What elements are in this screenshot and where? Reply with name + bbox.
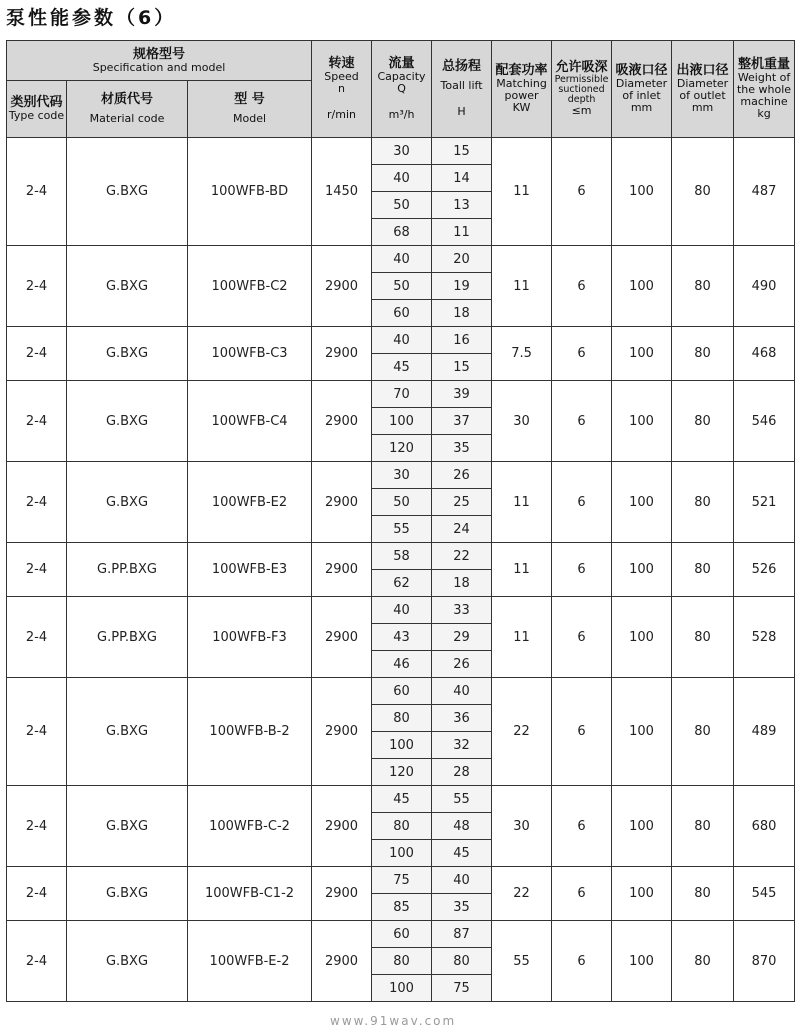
material-code-cell: G.BXG [67, 381, 188, 462]
outlet-header-en: Diameter of outlet [676, 77, 729, 102]
speed-header-symbol: n [338, 82, 346, 95]
weight-cell: 528 [734, 597, 795, 678]
suction-depth-cell: 6 [552, 381, 612, 462]
inlet-header-unit: mm [630, 101, 653, 114]
speed-cell: 2900 [312, 867, 372, 921]
capacity-cell: 45 [372, 354, 432, 381]
weight-cell: 680 [734, 786, 795, 867]
power-cell: 11 [492, 246, 552, 327]
capacity-cell: 68 [372, 219, 432, 246]
power-cell: 11 [492, 462, 552, 543]
weight-cell: 526 [734, 543, 795, 597]
capacity-cell: 50 [372, 489, 432, 516]
type-code-cell: 2-4 [7, 867, 67, 921]
capacity-cell: 55 [372, 516, 432, 543]
material-code-header-cn: 材质代号 [100, 92, 153, 107]
lift-cell: 45 [432, 840, 492, 867]
table-row [7, 543, 795, 570]
suction-header-unit: ≤m [571, 104, 592, 117]
suction-depth-cell: 6 [552, 246, 612, 327]
outlet-diameter-cell: 80 [672, 381, 734, 462]
lift-header-en: Toall lift [440, 79, 483, 92]
suction-depth-cell: 6 [552, 543, 612, 597]
page-title: 泵性能参数（6） [6, 7, 177, 29]
lift-header [432, 41, 492, 138]
outlet-diameter-cell: 80 [672, 138, 734, 246]
capacity-cell: 120 [372, 759, 432, 786]
type-code-header-cn: 类别代码 [10, 95, 63, 110]
material-code-cell: G.BXG [67, 462, 188, 543]
type-code-cell: 2-4 [7, 246, 67, 327]
inlet-diameter-cell: 100 [612, 786, 672, 867]
weight-header-en: Weight of the whole machine [736, 71, 792, 108]
speed-cell: 2900 [312, 462, 372, 543]
capacity-cell: 58 [372, 543, 432, 570]
capacity-cell: 85 [372, 894, 432, 921]
weight-cell: 545 [734, 867, 795, 921]
weight-cell: 489 [734, 678, 795, 786]
lift-cell: 32 [432, 732, 492, 759]
material-code-cell: G.PP.BXG [67, 543, 188, 597]
table-header [7, 41, 795, 138]
model-cell: 100WFB-C-2 [188, 786, 312, 867]
lift-cell: 16 [432, 327, 492, 354]
material-code-cell: G.BXG [67, 867, 188, 921]
capacity-cell: 80 [372, 813, 432, 840]
capacity-header [372, 41, 432, 138]
spec-header-en: Specification and model [92, 60, 226, 74]
lift-cell: 29 [432, 624, 492, 651]
type-code-cell: 2-4 [7, 597, 67, 678]
capacity-cell: 40 [372, 327, 432, 354]
inlet-diameter-cell: 100 [612, 462, 672, 543]
model-cell: 100WFB-B-2 [188, 678, 312, 786]
suction-depth-cell: 6 [552, 462, 612, 543]
power-cell: 11 [492, 543, 552, 597]
spec-header-cn: 规格型号 [133, 46, 186, 62]
outlet-diameter-cell: 80 [672, 678, 734, 786]
type-code-cell: 2-4 [7, 921, 67, 1002]
lift-cell: 35 [432, 894, 492, 921]
model-cell: 100WFB-C4 [188, 381, 312, 462]
type-code-cell: 2-4 [7, 327, 67, 381]
lift-cell: 36 [432, 705, 492, 732]
table-row [7, 462, 795, 489]
table-row [7, 246, 795, 273]
inlet-diameter-cell: 100 [612, 867, 672, 921]
capacity-cell: 120 [372, 435, 432, 462]
capacity-cell: 30 [372, 462, 432, 489]
weight-header [734, 41, 795, 138]
power-cell: 30 [492, 381, 552, 462]
lift-cell: 40 [432, 678, 492, 705]
pump-performance-table-wrapper [6, 40, 794, 1002]
capacity-cell: 40 [372, 246, 432, 273]
suction-depth-cell: 6 [552, 597, 612, 678]
outlet-diameter-cell: 80 [672, 327, 734, 381]
capacity-cell: 40 [372, 597, 432, 624]
capacity-cell: 30 [372, 138, 432, 165]
lift-cell: 37 [432, 408, 492, 435]
material-code-cell: G.BXG [67, 138, 188, 246]
type-code-cell: 2-4 [7, 678, 67, 786]
model-cell: 100WFB-C1-2 [188, 867, 312, 921]
suction-header-cn: 允许吸深 [555, 60, 608, 75]
power-cell: 22 [492, 867, 552, 921]
capacity-cell: 60 [372, 300, 432, 327]
model-cell: 100WFB-E3 [188, 543, 312, 597]
lift-cell: 39 [432, 381, 492, 408]
lift-cell: 18 [432, 570, 492, 597]
watermark: www.91wav.com [330, 1014, 457, 1028]
capacity-cell: 75 [372, 867, 432, 894]
model-header [188, 81, 312, 138]
lift-cell: 26 [432, 651, 492, 678]
table-row [7, 138, 795, 165]
power-header-cn: 配套功率 [495, 63, 548, 78]
inlet-header-en: Diameter of inlet [615, 77, 668, 102]
material-code-cell: G.PP.BXG [67, 597, 188, 678]
lift-cell: 15 [432, 138, 492, 165]
capacity-cell: 80 [372, 705, 432, 732]
outlet-header [672, 41, 734, 138]
model-cell: 100WFB-F3 [188, 597, 312, 678]
outlet-diameter-cell: 80 [672, 462, 734, 543]
table-row [7, 327, 795, 354]
suction-depth-cell: 6 [552, 678, 612, 786]
suction-depth-cell: 6 [552, 138, 612, 246]
weight-header-cn: 整机重量 [738, 57, 791, 72]
weight-cell: 487 [734, 138, 795, 246]
power-cell: 22 [492, 678, 552, 786]
model-cell: 100WFB-E2 [188, 462, 312, 543]
table-row [7, 597, 795, 624]
capacity-cell: 50 [372, 192, 432, 219]
inlet-diameter-cell: 100 [612, 543, 672, 597]
inlet-header [612, 41, 672, 138]
material-code-cell: G.BXG [67, 786, 188, 867]
outlet-header-cn: 出液口径 [676, 63, 729, 78]
capacity-cell: 60 [372, 921, 432, 948]
weight-cell: 490 [734, 246, 795, 327]
table-body [7, 138, 795, 1002]
material-code-header-en: Material code [89, 112, 165, 125]
speed-cell: 2900 [312, 543, 372, 597]
model-header-en: Model [233, 112, 267, 125]
material-code-cell: G.BXG [67, 246, 188, 327]
speed-header-en: Speed [324, 70, 359, 83]
lift-header-cn: 总扬程 [442, 59, 482, 74]
model-cell: 100WFB-C3 [188, 327, 312, 381]
table-row [7, 867, 795, 894]
capacity-cell: 60 [372, 678, 432, 705]
capacity-cell: 45 [372, 786, 432, 813]
spec-model-group-header [7, 41, 312, 81]
speed-cell: 2900 [312, 327, 372, 381]
material-code-cell: G.BXG [67, 921, 188, 1002]
material-code-header [67, 81, 188, 138]
lift-cell: 87 [432, 921, 492, 948]
lift-cell: 11 [432, 219, 492, 246]
material-code-cell: G.BXG [67, 678, 188, 786]
lift-cell: 19 [432, 273, 492, 300]
weight-cell: 468 [734, 327, 795, 381]
lift-cell: 20 [432, 246, 492, 273]
lift-cell: 28 [432, 759, 492, 786]
table-row [7, 786, 795, 813]
type-code-cell: 2-4 [7, 462, 67, 543]
capacity-cell: 40 [372, 165, 432, 192]
type-code-cell: 2-4 [7, 543, 67, 597]
type-code-header [7, 81, 67, 138]
lift-cell: 55 [432, 786, 492, 813]
capacity-cell: 46 [372, 651, 432, 678]
model-header-cn: 型 号 [234, 92, 265, 107]
lift-cell: 13 [432, 192, 492, 219]
lift-cell: 18 [432, 300, 492, 327]
power-cell: 11 [492, 597, 552, 678]
table-row [7, 921, 795, 948]
suction-depth-cell: 6 [552, 921, 612, 1002]
inlet-diameter-cell: 100 [612, 138, 672, 246]
capacity-cell: 100 [372, 840, 432, 867]
lift-cell: 26 [432, 462, 492, 489]
speed-cell: 2900 [312, 786, 372, 867]
weight-header-unit: kg [757, 107, 771, 120]
suction-depth-cell: 6 [552, 867, 612, 921]
power-header-unit: KW [512, 101, 531, 114]
type-code-cell: 2-4 [7, 138, 67, 246]
weight-cell: 546 [734, 381, 795, 462]
lift-cell: 24 [432, 516, 492, 543]
capacity-cell: 100 [372, 408, 432, 435]
outlet-diameter-cell: 80 [672, 543, 734, 597]
material-code-cell: G.BXG [67, 327, 188, 381]
lift-cell: 25 [432, 489, 492, 516]
capacity-cell: 70 [372, 381, 432, 408]
inlet-diameter-cell: 100 [612, 246, 672, 327]
lift-cell: 40 [432, 867, 492, 894]
lift-cell: 14 [432, 165, 492, 192]
type-code-cell: 2-4 [7, 786, 67, 867]
lift-header-symbol: H [457, 105, 466, 118]
inlet-diameter-cell: 100 [612, 327, 672, 381]
weight-cell: 870 [734, 921, 795, 1002]
power-cell: 30 [492, 786, 552, 867]
power-cell: 55 [492, 921, 552, 1002]
lift-cell: 15 [432, 354, 492, 381]
lift-cell: 33 [432, 597, 492, 624]
capacity-header-symbol: Q [397, 82, 406, 95]
pump-performance-table [6, 40, 795, 1002]
capacity-cell: 50 [372, 273, 432, 300]
capacity-cell: 43 [372, 624, 432, 651]
capacity-header-en: Capacity [377, 70, 426, 83]
speed-cell: 2900 [312, 597, 372, 678]
model-cell: 100WFB-BD [188, 138, 312, 246]
type-code-header-en: Type code [8, 109, 65, 122]
outlet-diameter-cell: 80 [672, 597, 734, 678]
capacity-cell: 100 [372, 975, 432, 1002]
weight-cell: 521 [734, 462, 795, 543]
capacity-cell: 62 [372, 570, 432, 597]
suction-header [552, 41, 612, 138]
speed-cell: 2900 [312, 678, 372, 786]
capacity-header-cn: 流量 [388, 56, 415, 71]
lift-cell: 48 [432, 813, 492, 840]
outlet-header-unit: mm [691, 101, 714, 114]
power-header-en: Matching power [496, 77, 547, 102]
inlet-diameter-cell: 100 [612, 597, 672, 678]
lift-cell: 80 [432, 948, 492, 975]
power-cell: 11 [492, 138, 552, 246]
outlet-diameter-cell: 80 [672, 921, 734, 1002]
inlet-diameter-cell: 100 [612, 678, 672, 786]
power-cell: 7.5 [492, 327, 552, 381]
type-code-cell: 2-4 [7, 381, 67, 462]
model-cell: 100WFB-E-2 [188, 921, 312, 1002]
speed-header [312, 41, 372, 138]
power-header [492, 41, 552, 138]
suction-depth-cell: 6 [552, 327, 612, 381]
model-cell: 100WFB-C2 [188, 246, 312, 327]
speed-header-cn: 转速 [328, 56, 355, 71]
outlet-diameter-cell: 80 [672, 786, 734, 867]
suction-header-en: Permissible suctioned depth [554, 74, 609, 105]
capacity-header-unit: m³/h [388, 108, 415, 121]
speed-cell: 2900 [312, 381, 372, 462]
inlet-diameter-cell: 100 [612, 921, 672, 1002]
capacity-cell: 100 [372, 732, 432, 759]
speed-cell: 2900 [312, 921, 372, 1002]
capacity-cell: 80 [372, 948, 432, 975]
inlet-diameter-cell: 100 [612, 381, 672, 462]
lift-cell: 22 [432, 543, 492, 570]
suction-depth-cell: 6 [552, 786, 612, 867]
inlet-header-cn: 吸液口径 [615, 63, 668, 78]
outlet-diameter-cell: 80 [672, 867, 734, 921]
speed-header-unit: r/min [327, 108, 357, 121]
outlet-diameter-cell: 80 [672, 246, 734, 327]
lift-cell: 35 [432, 435, 492, 462]
table-row [7, 381, 795, 408]
table-row [7, 678, 795, 705]
lift-cell: 75 [432, 975, 492, 1002]
speed-cell: 2900 [312, 246, 372, 327]
speed-cell: 1450 [312, 138, 372, 246]
